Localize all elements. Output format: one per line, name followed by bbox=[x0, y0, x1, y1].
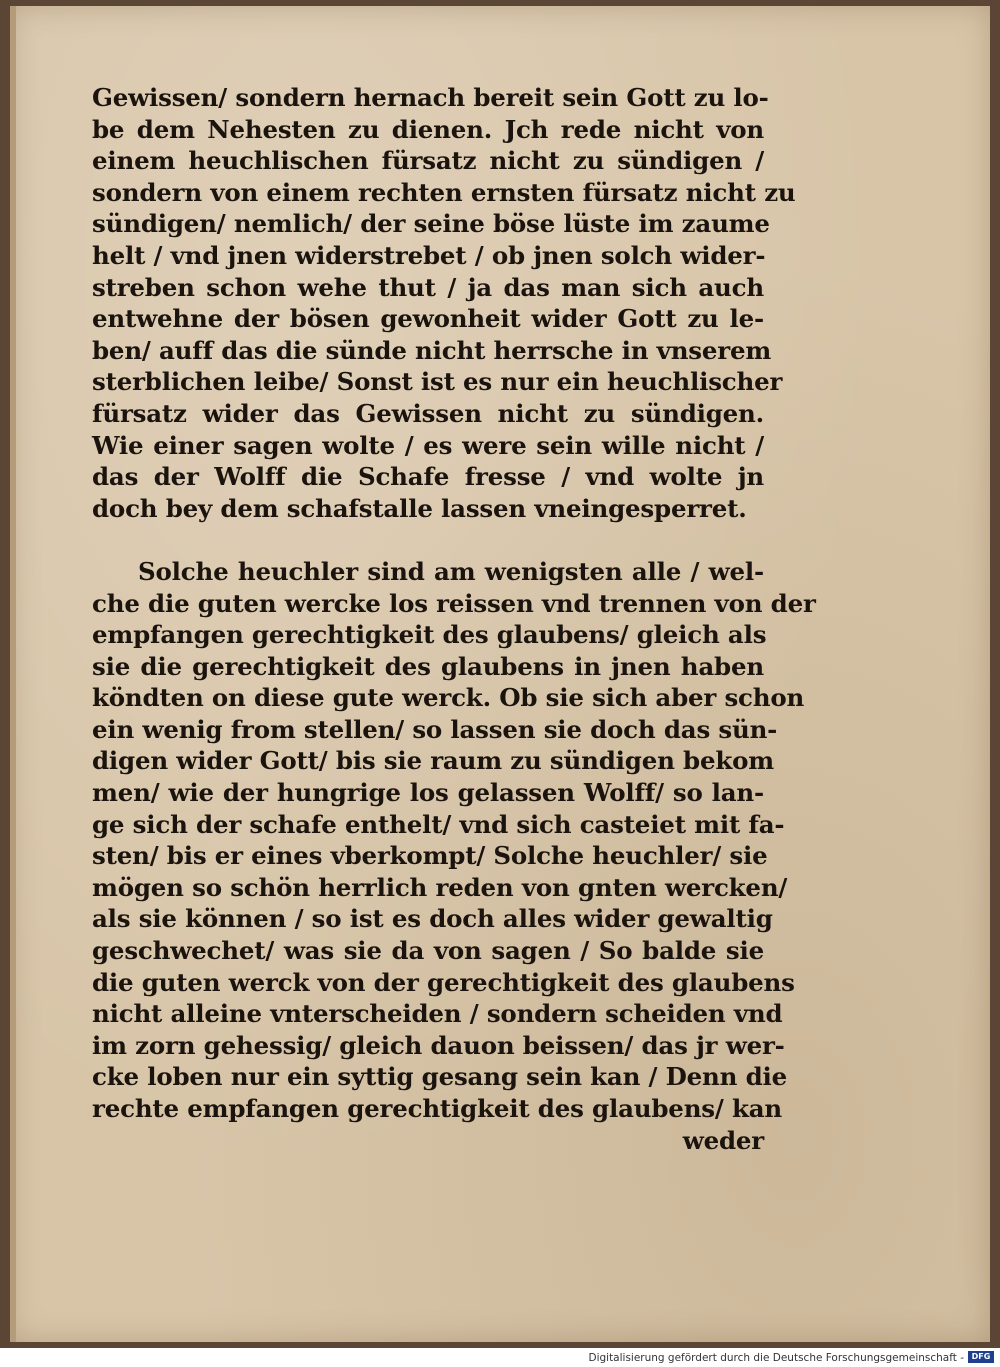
text-line: empfangen gerechtigkeit des glaubens/ gleich als bbox=[92, 620, 767, 650]
text-line: be dem Nehesten zu dienen. Jch rede nicht von bbox=[92, 114, 764, 144]
text-line: rechte empfangen gerechtigkeit des glaubens/ kan bbox=[92, 1094, 783, 1123]
text-line: Solche heuchler sind am wenigsten alle / wel- bbox=[138, 556, 764, 586]
text-line: doch bey dem schafstalle lassen vneingesperret. bbox=[92, 493, 747, 523]
text-line: die guten werck von der gerechtigkeit des glaubens bbox=[92, 967, 795, 997]
text-line: einem heuchlischen fürsatz nicht zu sündigen / bbox=[92, 146, 764, 176]
text-line: ge sich der schafe enthelt/ vnd sich casteiet mit fa- bbox=[92, 809, 785, 839]
text-line: das der Wolff die Schafe fresse / vnd wolte jn bbox=[92, 462, 764, 492]
text-line: entwehne der bösen gewonheit wider Gott zu le- bbox=[92, 304, 764, 334]
paragraph-gap bbox=[92, 524, 764, 556]
text-line: mögen so schön herrlich reden von gnten wercken/ bbox=[92, 872, 788, 902]
text-line: ein wenig from stellen/ so lassen sie doch das sün- bbox=[92, 714, 778, 744]
page-edge bbox=[10, 6, 16, 1342]
text-line: als sie können / so ist es doch alles wider gewaltig bbox=[92, 904, 773, 934]
catchword: weder bbox=[682, 1125, 764, 1155]
text-line: cke loben nur ein syttig gesang sein kan / Denn die bbox=[92, 1062, 788, 1092]
text-line: Gewissen/ sondern hernach bereit sein Gott zu lo- bbox=[92, 83, 769, 112]
text-line: sie die gerechtigkeit des glaubens in jnen haben bbox=[92, 651, 764, 681]
text-line: streben schon wehe thut / ja das man sich auch bbox=[92, 272, 764, 302]
text-line: sündigen/ nemlich/ der seine böse lüste im zaume bbox=[92, 209, 770, 239]
text-line: men/ wie der hungrige los gelassen Wolff/ so lan- bbox=[92, 778, 764, 808]
text-line: sterblichen leibe/ Sonst ist es nur ein heuchlischer bbox=[92, 367, 783, 397]
text-line: fürsatz wider das Gewissen nicht zu sündigen. bbox=[92, 398, 764, 428]
text-line: nicht alleine vnterscheiden / sondern scheiden vnd bbox=[92, 999, 783, 1029]
text-line: sten/ bis er eines vberkompt/ Solche heuchler/ sie bbox=[92, 841, 768, 871]
text-line: ben/ auff das die sünde nicht herrsche in vnserem bbox=[92, 335, 772, 365]
text-line: helt / vnd jnen widerstrebet / ob jnen solch wider- bbox=[92, 240, 766, 270]
text-line: che die guten wercke los reissen vnd trennen von der bbox=[92, 588, 816, 618]
page-text bbox=[92, 82, 816, 1156]
text-line: sondern von einem rechten ernsten fürsatz nicht zu bbox=[92, 177, 796, 207]
dfg-logo-icon: DFG bbox=[968, 1351, 994, 1363]
text-line: köndten on diese gute werck. Ob sie sich aber schon bbox=[92, 683, 805, 713]
funding-credit: Digitalisierung gefördert durch die Deutsche Forschungsgemeinschaft - bbox=[588, 1352, 964, 1364]
text-line: digen wider Gott/ bis sie raum zu sündigen bekom bbox=[92, 746, 774, 776]
text-line: im zorn gehessig/ gleich dauon beissen/ das jr wer- bbox=[92, 1030, 785, 1060]
text-line: geschwechet/ was sie da von sagen / So balde sie bbox=[92, 936, 764, 966]
text-line: Wie einer sagen wolte / es were sein wille nicht / bbox=[92, 430, 764, 460]
